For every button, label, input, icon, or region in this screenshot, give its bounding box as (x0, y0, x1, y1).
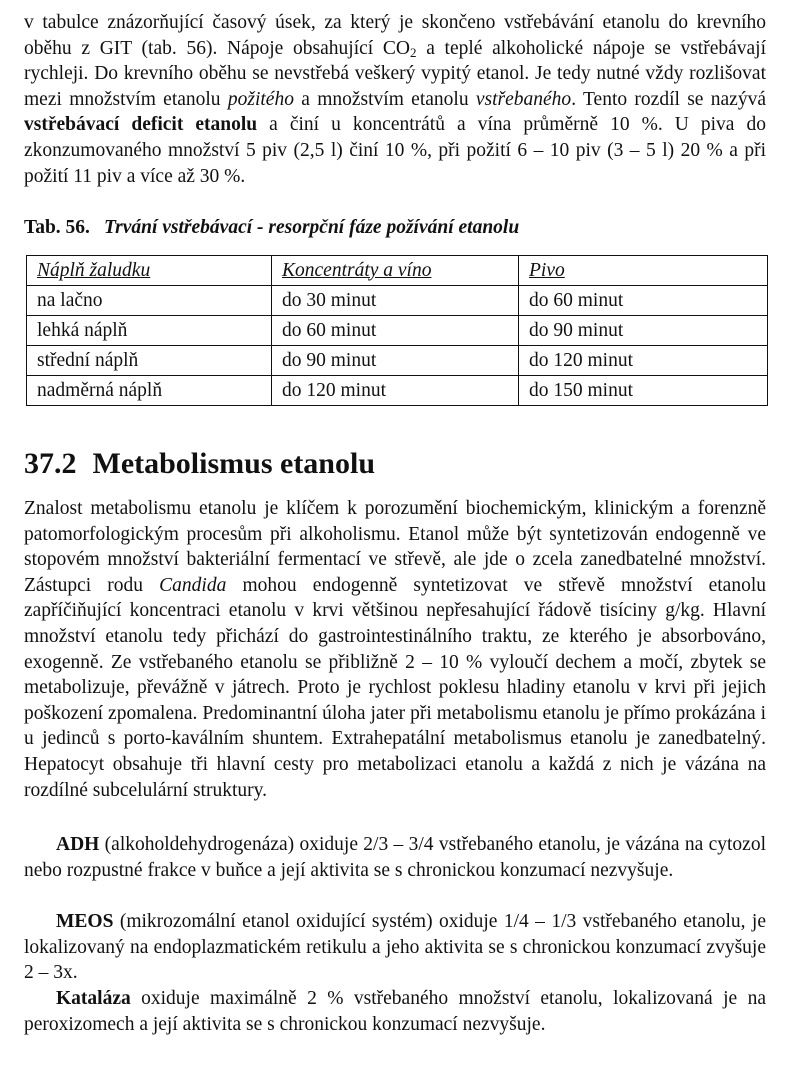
table-cell: do 120 minut (272, 376, 519, 406)
table-title: Trvání vstřebávací - resorpční fáze požívání etanolu (103, 217, 520, 238)
emphasis-candida: Candida (159, 574, 227, 596)
table-row (27, 346, 768, 376)
term-katalaza: Kataláza (56, 988, 131, 1009)
table-cell: do 60 minut (272, 316, 519, 346)
table-cell: střední náplň (27, 346, 272, 376)
metabolism-paragraph (24, 496, 766, 803)
table-row (27, 316, 768, 346)
section-heading (24, 446, 375, 482)
table-header-row (27, 256, 768, 286)
intro-text: . Tento rozdíl se nazývá (571, 88, 766, 110)
intro-text: a množstvím etanolu (293, 88, 476, 110)
table-header-cell: Pivo (519, 256, 768, 286)
table-cell: nadměrná náplň (27, 376, 272, 406)
body-text: mohou endogenně syntetizovat ve střevě množství etanolu zapříčiňující koncentraci etanolu v krvi většinou nepřesahující řádově tisíciny g/kg. Hlavní množství etanolu tedy přichází do gastrointestinálního traktu, ze kterého je absorbováno, exogenně. Ze vstřebaného etanolu se přibližně 2 – 10 % vyloučí dechem a močí, zbytek se metabolizuje, převážně v játrech. Proto je rychlost poklesu hladiny etanolu v krvi při jejich poškození zpomalena. Predominantní úloha jater při metabolismu etanolu je přímo prokázána i u jedinců s porto-kaválním shuntem. Extrahepatální metabolismus etanolu je zanedbatelný. Hepatocyt obsahuje tři hlavní cesty pro metabolizaci etanolu a každá z nich je vázána na rozdílné subcelulární struktury. (24, 574, 767, 801)
term-meos: MEOS (56, 911, 114, 932)
table-header-cell: Náplň žaludku (27, 256, 272, 286)
katalaza-paragraph (24, 986, 766, 1037)
table-cell: do 150 minut (519, 376, 768, 406)
intro-text: a teplé alkoholické nápoje se vstřebávají rychleji. Do krevního oběhu se nevstřebá veškerý vypitý etanol. Je tedy nutné vždy rozlišovat mezi množstvím etanolu (24, 37, 766, 110)
intro-text: v tabulce znázorňující časový úsek, za který je skončeno vstřebávání etanolu do krevního oběhu z GIT (tab. 56). Nápoje obsahující CO (24, 12, 766, 59)
body-text: (alkoholdehydrogenáza) oxiduje 2/3 – 3/4 vstřebaného etanolu, je vázána na cytozol nebo rozpustné frakce v buňce a její aktivita se s chronickou konzumací nezvyšuje. (24, 834, 766, 881)
meos-paragraph (24, 909, 766, 986)
term-adh: ADH (56, 834, 100, 855)
table-label: Tab. 56. (24, 217, 90, 238)
table-cell: do 60 minut (519, 286, 768, 316)
table-cell: do 90 minut (519, 316, 768, 346)
section-number: 37.2 (24, 447, 77, 480)
emphasis-pozite: požitého (227, 88, 294, 110)
body-text: oxiduje maximálně 2 % vstřebaného množství etanolu, lokalizovaná je na peroxizomech a její aktivita se s chronickou konzumací nezvyšuje. (24, 988, 766, 1035)
body-text: Znalost metabolismu etanolu je klíčem k porozumění biochemickým, klinickým a forenzně patomorfologickým procesům při alkoholismu. Etanol může být syntetizován endogenně ve stopovém množství bakteriální fermentací ve střevě, ale jde o zcela zanedbatelné množství. Zástupci rodu (24, 498, 766, 596)
table-header-cell: Koncentráty a víno (272, 256, 519, 286)
term-absorption-deficit: vstřebávací deficit etanolu (24, 114, 258, 136)
section-title: Metabolismus etanolu (92, 447, 376, 480)
intro-text: a činí u koncentrátů a vína průměrně 10 %. U piva do zkonzumovaného množství 5 piv (2,5 l) činí 10 %, při požití 6 – 10 piv (3 – 5 l) 20 % a při požití 11 piv a více až 30 %. (24, 114, 766, 187)
adh-paragraph (24, 832, 766, 883)
table-row (27, 376, 768, 406)
intro-paragraph (24, 10, 766, 189)
table-cell: do 120 minut (519, 346, 768, 376)
table-cell: lehká náplň (27, 316, 272, 346)
body-text: (mikrozomální etanol oxidující systém) oxiduje 1/4 – 1/3 vstřebaného etanolu, je lokalizovaný na endoplazmatickém retikulu a jeho aktivita se s chronickou konzumací zvyšuje 2 – 3x. (24, 911, 766, 984)
table-cell: do 90 minut (272, 346, 519, 376)
table-row (27, 286, 768, 316)
table-cell: do 30 minut (272, 286, 519, 316)
table-cell: na lačno (27, 286, 272, 316)
emphasis-vstrebane: vstřebaného (475, 88, 572, 110)
absorption-table (26, 255, 768, 406)
co2-subscript: 2 (409, 44, 417, 60)
table-caption (24, 215, 519, 241)
